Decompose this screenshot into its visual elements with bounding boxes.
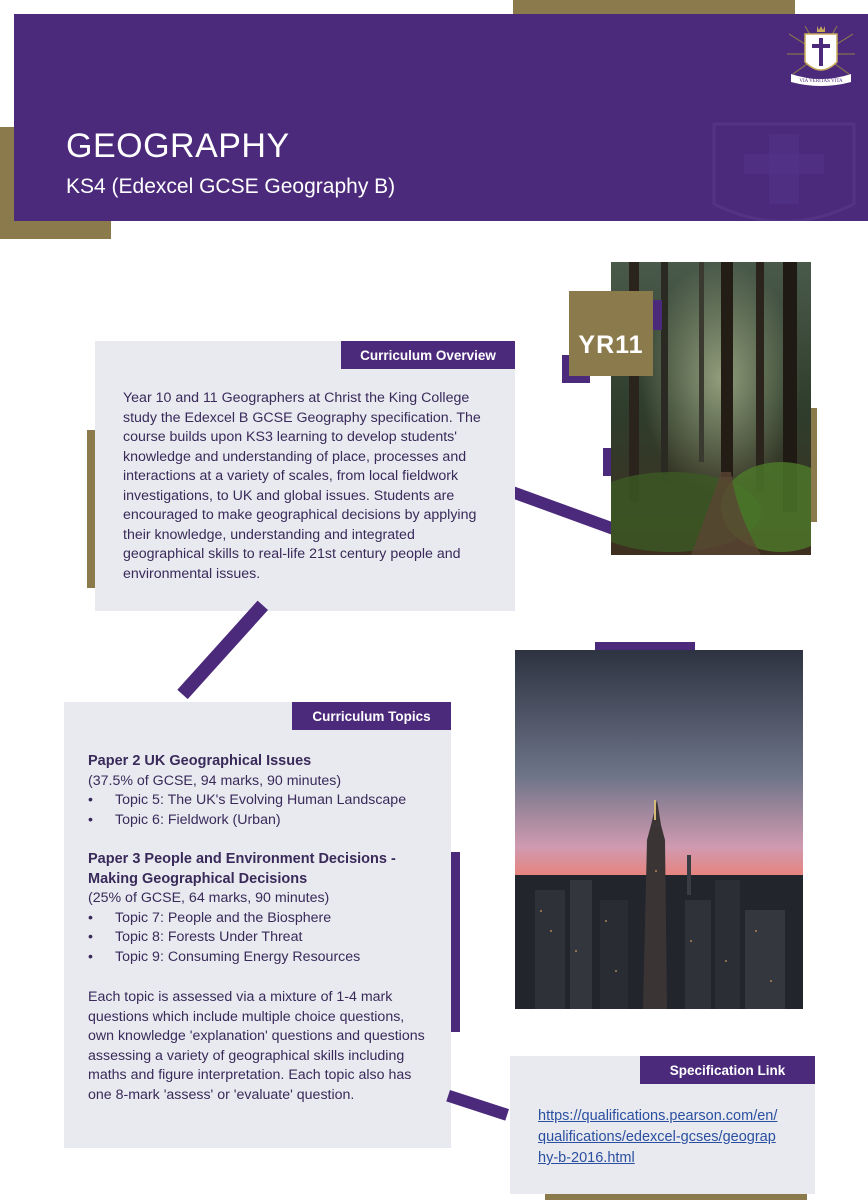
crest-motto: VIA VERITAS VITA — [799, 79, 843, 84]
list-item: • Topic 5: The UK's Evolving Human Landscape — [88, 791, 438, 811]
connector-bar-spec — [446, 1090, 509, 1121]
purple-accent-topics-right — [450, 852, 460, 1032]
paper-3-topic-list — [88, 909, 438, 968]
city-skyline-photo — [515, 650, 803, 1009]
paper-3-block — [88, 850, 438, 967]
assessment-text: Each topic is assessed via a mixture of 1-4 mark questions which include multiple choice questions, own knowledge 'explanation' questions and questions assessing a variety of geographical skills including maths and figure interpretation. Each topic also has one 8-mark 'assess' or 'evaluate' question. — [88, 989, 425, 1103]
purple-accent-yr11-right — [652, 300, 662, 330]
specification-link[interactable]: https://qualifications.pearson.com/en/qualifications/edexcel-gcses/geography-b-2016.html — [538, 1108, 778, 1166]
paper-3-detail: (25% of GCSE, 64 marks, 90 minutes) — [88, 890, 330, 906]
school-crest-logo — [785, 24, 857, 94]
paper-2-heading: Paper 2 UK Geographical Issues — [88, 753, 312, 769]
curriculum-overview-tag: Curriculum Overview — [341, 341, 515, 369]
list-item: • Topic 9: Consuming Energy Resources — [88, 948, 438, 968]
page-title: GEOGRAPHY — [66, 127, 290, 165]
paper-3-heading: Paper 3 People and Environment Decisions - Making Geographical Decisions — [88, 851, 396, 887]
curriculum-topics-tag: Curriculum Topics — [292, 702, 451, 730]
curriculum-topics-panel — [64, 702, 451, 1148]
paper-2-topic-list — [88, 791, 438, 830]
curriculum-overview-text: Year 10 and 11 Geographers at Christ the King College study the Edexcel B GCSE Geography specification. The course builds upon KS3 learning to develop students' knowledge and understanding of place, processes and interactions at a variety of scales, from local fieldwork investigations, to UK and global issues. Students are encouraged to make geographical decisions by applying their knowledge, understanding and integrated geographical skills to real-life 21st century people and environmental issues. — [123, 390, 481, 582]
list-item: • Topic 7: People and the Biosphere — [88, 909, 438, 929]
curriculum-overview-panel — [95, 341, 515, 611]
list-item: • Topic 8: Forests Under Threat — [88, 928, 438, 948]
year-badge-label: YR11 — [578, 331, 644, 359]
year-badge — [569, 291, 653, 376]
page-subtitle: KS4 (Edexcel GCSE Geography B) — [66, 175, 396, 198]
list-item: • Topic 6: Fieldwork (Urban) — [88, 811, 438, 831]
connector-bar-overview — [501, 483, 618, 535]
specification-link-tag: Specification Link — [640, 1056, 815, 1084]
specification-link-panel — [510, 1056, 815, 1194]
paper-2-detail: (37.5% of GCSE, 94 marks, 90 minutes) — [88, 772, 342, 789]
connector-bar-topics — [177, 601, 268, 700]
paper-2-block — [88, 752, 438, 830]
